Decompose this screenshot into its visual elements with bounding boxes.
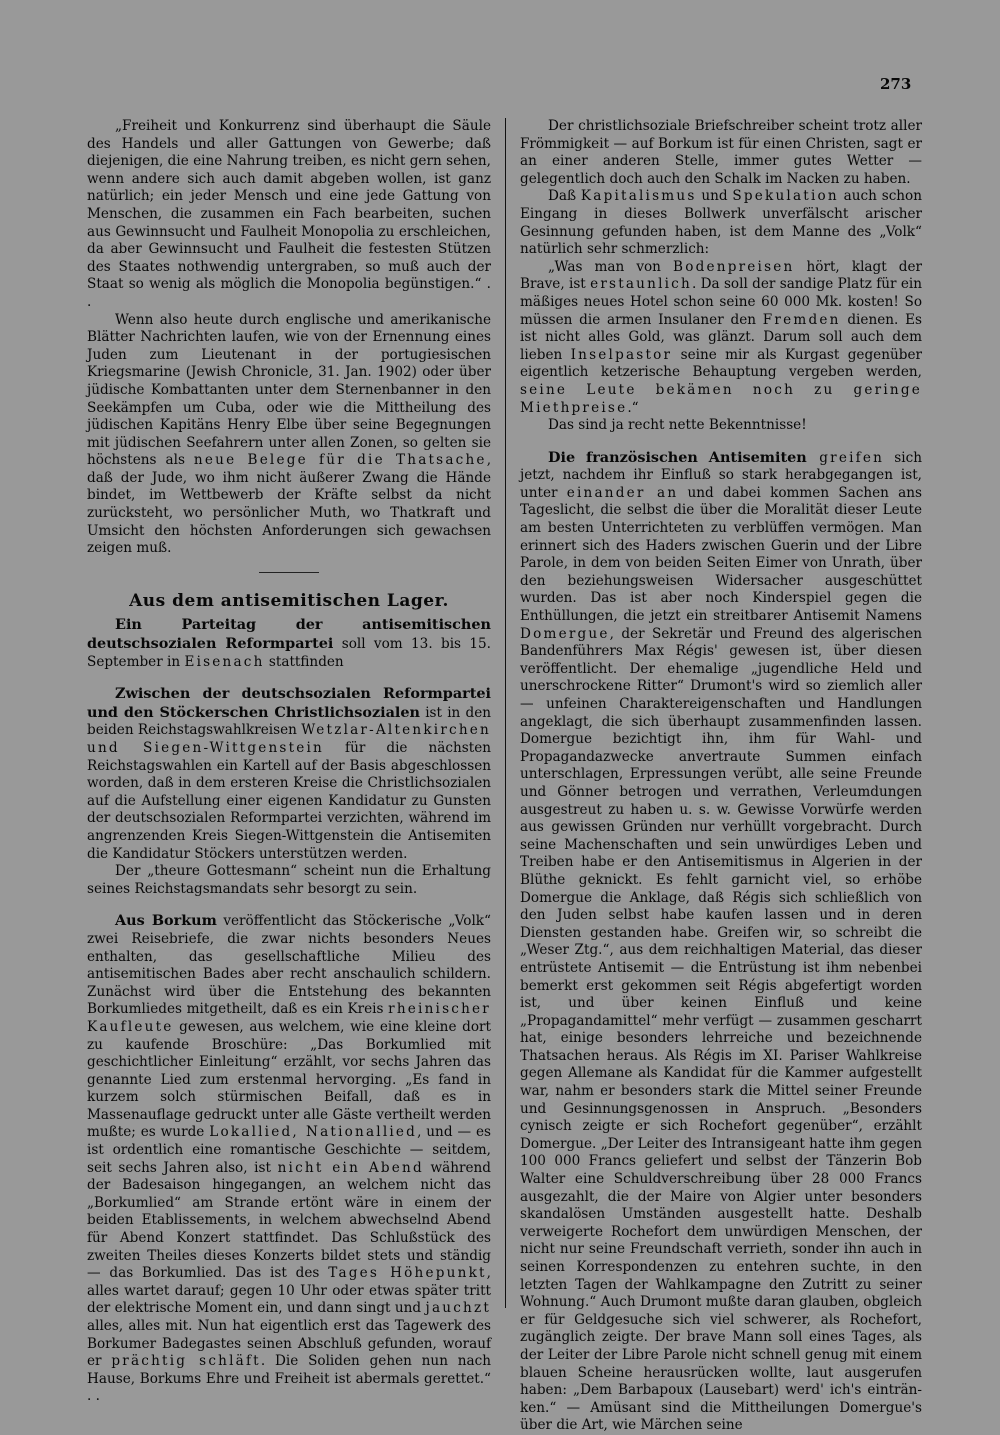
spaced-text: Fremden — [762, 311, 841, 328]
text-run: für die nächsten Reichstagswahlen ein Kartell auf der Basis abgeschlossen worden, daß in dem ersteren Kreise die Christlichsozialen auf die Aufstellung einer eigenen Kandidatur zu Gunsten der deutschsozialen Reformpartei verzichten, während im angrenzenden Kreis Siegen-Wittgenstein die Antisemiten die Kandidatur Stöckers unterstützen werden. — [87, 740, 491, 862]
paragraph: Der christlichsoziale Briefschreiber scheint trotz aller Frömmigkeit — auf Borkum ist für einen Christen, sagt er an einer anderen Stelle, immer gutes Wetter — gelegentlich doch auch den Schalk im Nacken zu haben. — [520, 118, 922, 187]
spaced-text: Bodenpreisen — [673, 258, 795, 275]
news-item — [87, 616, 491, 671]
news-item — [520, 449, 922, 1435]
text-run: , und — es ist ordentlich eine romantische Geschichte — seitdem, seit sechs Jahren also, ist — [87, 1124, 491, 1176]
right-column — [520, 118, 922, 1435]
spaced-text: prächtig schläft — [111, 1353, 261, 1370]
text-run: dienen. Es ist nicht alles Gold, was glänzt. Darum soll auch dem lieben — [520, 311, 923, 363]
quote-paragraph: „Freiheit und Konkurrenz sind überhaupt die Säule des Handels und aller Gattungen von Gewerbe; daß diejenigen, die eine Nahrung treiben, es nicht gern sehen, wenn andere sich auch damit abgeben wollen, ist ganz natürlich; ein jeder Mensch und eine jede Gattung von Menschen, die zusammen ein Fach bearbeiten, suchen aus Gewinnsucht und Faulheit Monopolia zu erschleichen, da aber Gewinnsucht und Faulheit die festesten Stützen des Staates nothwendig untergraben, so muß auch der Staat so wenig als möglich die Monopolia begünstigen.“ . . — [87, 118, 491, 310]
spaced-text: Spekulation — [732, 188, 839, 205]
text-run: , der Sekretär und Freund des algerischen Bandenführers Max Régis' gewesen ist, über diesen veröffentlicht. Der ehemalige „jugendliche Held und unerschrockene Ritter“ Drumont's wird so ziemlich aller — unfeinen Charaktereigenschaften und Handlungen angeklagt, die sich überhaupt zusammenfinden lassen. Domergue bezichtigt ihn, ihm für Wahl- und Propagandazwecke anvertraute Summen einfach unterschlagen, Erpressungen verübt, alle seine Freunde und Gönner betrogen und verrathen, Verleumdungen ausgestreut zu haben u. s. w. Gewisse Vorwürfe werden aus gewissen Gründen nur verhüllt vorgebracht. Durch seine Machenschaften und sein unwürdiges Leben und Treiben habe er den Antisemitismus in Algerien in der Blüthe geknickt. Es fehlt garnicht viel, so erhöbe Domergue die Anklage, daß Régis sich schließlich von den Juden selbst habe kaufen lassen und in deren Diensten gestanden habe. Greifen wir, so schreibt die „Weser Ztg.“, aus dem reichhaltigen Material, das dieser entrüstete Antisemit — die Entrüstung ist ihm nebenbei bemerkt erst gekommen seit Régis abgefertigt worden ist, und über keinen Einfluß und keine „Propagandamittel“ mehr verfügt — zusammen gescharrt hat, einige besonders lehrreiche und bezeichnende Thatsachen heraus. Als Régis im XI. Pariser Wahlkreise gegen Allemane als Kandidat für die Kammer aufgestellt war, nahm er besonders stark die Mittel seiner Freunde und Gesinnungsgenossen in Anspruch. „Besonders cynisch zeigte er sich Rochefort gegenüber“, erzählt Domergue. „Der Leiter des Intransigeant hatte ihm gegen 100 000 Francs geliefert und selbst der Tänzerin Bob Walter eine Schuldverschreibung über 28 000 Francs ausgezahlt, die der Maire von Algier unter besonders skandalösen Umständen ausgestellt hatte. Deshalb verweigerte Rochefort dem unwürdigen Menschen, der nicht nur seine Freundschaft verrieth, sonder ihn auch in seinen Korrespondenzen zu entehren suchte, in den letzten Tagen der Wahlkampagne den Zutritt zu seiner Wohnung.“ Auch Drumont mußte daran glauben, obgleich er für Geldgesuche sich viel schwerer, als Rochefort, zugänglich zeigte. Der brave Mann soll eines Tages, als der Leiter der Libre Parole nicht schnell genug mit einem blauen Scheine herausrücken wollte, laut ausgerufen haben: „Dem Barbapoux (Lausebart) werd' ich's eintränken.“ — Amüsant sind die Mittheilungen Domergue's über die Art, wie Märchen seine — [520, 625, 922, 1434]
spaced-text: Kapitalismus — [580, 188, 697, 205]
text-run: .“ — [627, 399, 639, 416]
item-heading: Zwischen der deutschsozialen Reformpartei und den Stöckerschen Christlichsozialen — [87, 685, 491, 721]
spaced-text: Eisenach — [184, 653, 265, 670]
text-run: „Was man von — [548, 258, 674, 275]
text-run: , alles wartet darauf; gegen 10 Uhr oder etwas später tritt der elektrische Moment ein, und dann singt und — [87, 1265, 491, 1317]
paragraph: Das sind ja recht nette Bekenntnisse! — [548, 417, 807, 434]
spaced-text: greifen — [806, 449, 885, 466]
text-run: . Da soll der sandige Platz für ein mäßiges neues Hotel schon seine 60 000 Mk. kosten! So müssen die armen Insulaner den — [520, 276, 922, 328]
spaced-text: seine Leute bekämen noch zu geringe Miethpreise — [520, 381, 922, 416]
quote-paragraph — [520, 259, 922, 417]
text-run: seine mir als Kurgast gegenüber eigentlich ketzerische Behauptung vergeben werden, — [520, 346, 922, 381]
page-number: 273 — [880, 75, 912, 93]
spaced-text: neue Belege für die Thatsache — [193, 452, 487, 469]
text-run: während der Badesaison hingegangen, an welchem nicht das „Borkumlied“ am Strande ertönt wäre in einem der beiden Etablissements, in welchem abwechselnd Abend für Abend Konzert stattfindet. Das Schlußstück des zweiten Theiles dieses Konzerts bildet stets und ständig — das Borkumlied. Das ist des — [87, 1159, 491, 1282]
text-run: ist in den beiden Reichstagswahlkreisen — [87, 704, 492, 739]
text-run: auch schon Eingang in dieses Bollwerk unverfälscht arischer Gesinnung gefunden haben, ist dem Manne des „Volk“ natürlich sehr schmerzlich: — [520, 188, 923, 258]
text-run: veröffentlicht das Stöckerische „Volk“ zwei Reisebriefe, die zwar nichts besonders Neues enthalten, das gesellschaftliche Milieu des antisemitischen Bades aber recht anschaulich schildern. Zunächst wird über die Entstehung des bekannten Borkumliedes mitgetheilt, daß es ein Kreis — [87, 913, 491, 1018]
text-run: , daß der Jude, wo ihm nicht äußerer Zwang die Hände bindet, im Wettbewerb der Kräfte selbst da nicht zurücksteht, wo persönlicher Muth, wo Thatkraft und Umsicht den höchsten Anforderungen sich gewachsen zeigen muß. — [87, 452, 492, 557]
text-run: . Die Soliden gehen nun nach Hause, Borkums Ehre und Freiheit ist abermals gerettet.“ . . — [87, 1353, 491, 1405]
spaced-text: jauchzt — [425, 1300, 491, 1317]
paragraph — [87, 312, 491, 558]
text-run: gewesen, aus welchem, wie eine kleine dort zu kaufende Broschüre: „Das Borkumlied mit geschichtlicher Einleitung“ erzählt, vor sechs Jahren das genannte Lied zum erstenmal hervorging. „Es fand in kurzem solch stürmischen Beifall, daß es in Massenauflage gedruckt unter alle Gäste vertheilt werden mußte; es wurde — [87, 1018, 491, 1141]
column-rule — [505, 118, 506, 1308]
text-run: Daß — [548, 188, 581, 205]
item-heading: Aus Borkum — [115, 912, 217, 930]
spaced-text: erstaunlich — [590, 276, 692, 293]
news-item — [87, 685, 491, 863]
section-title: Aus dem antisemitischen Lager. — [129, 590, 449, 611]
spaced-text: Domergue — [520, 625, 610, 642]
text-run: hört, klagt der Brave, ist — [520, 258, 922, 293]
text-run: und dabei kommen Sachen ans Tageslicht, die selbst die über die Moralität dieser Leute am besten Unterrichteten zu verblüffen vermögen. Man erinnert sich des Haders zwischen Guerin und der Libre Parole, in dem von beiden Seiten Eimer von Unrath, über den beziehungsweisen Widersacher ausgeschüttet wurden. Das ist aber noch Kinderspiel gegen die Enthüllungen, die jetzt ein streitbarer Antisemit Namens — [520, 484, 922, 625]
spaced-text: Tages Höhepunkt — [328, 1265, 487, 1282]
paragraph: Der „theure Gottesmann“ scheint nun die Erhaltung seines Reichstagsmandats sehr besorgt zu sein. — [87, 863, 491, 897]
item-heading: Ein Parteitag der antisemitischen deutschsozialen Reformpartei — [87, 616, 491, 653]
news-item — [87, 912, 491, 1406]
spaced-text: rheinischer Kaufleute — [87, 1001, 491, 1035]
item-heading: Die französischen Antisemiten — [548, 448, 807, 466]
separator-rule — [259, 572, 319, 573]
spaced-text: einander an — [566, 484, 679, 501]
text-run: sich jetzt, nachdem ihr Einfluß so stark herabgegangen ist, unter — [520, 449, 922, 501]
text-run: Wenn also heute durch englische und amerikanische Blätter Nachrichten laufen, wie von der Ernennung eines Juden zum Lieutenant in der portugiesischen Kriegsmarine (Jewish Chronicle, 31. Jan. 1902) oder über jüdische Kombattanten unter dem Sternenbanner in den Seekämpfen um Cuba, oder wie die Mittheilung des jüdischen Kapitäns Henry Elbe über seine Begegnungen mit jüdischen Seefahrern unter allen Zonen, so gelten sie höchstens als — [87, 311, 491, 469]
spaced-text: Wetzlar-Altenkirchen und Siegen-Wittgenstein — [87, 722, 491, 756]
spaced-text: Lokallied, Nationallied — [209, 1124, 418, 1141]
text-run: soll vom 13. bis 15. September in — [87, 636, 491, 670]
text-run: stattfinden — [264, 653, 344, 670]
spaced-text: Inselpastor — [570, 346, 673, 363]
text-run: und — [696, 188, 733, 205]
left-column — [87, 118, 491, 1406]
paragraph — [520, 188, 922, 258]
spaced-text: nicht ein Abend — [277, 1159, 424, 1176]
text-run: alles, alles mit. Nun hat eigentlich erst das Tagewerk des Borkumer Badegastes seinen Abschluß gefunden, worauf er — [87, 1318, 491, 1370]
